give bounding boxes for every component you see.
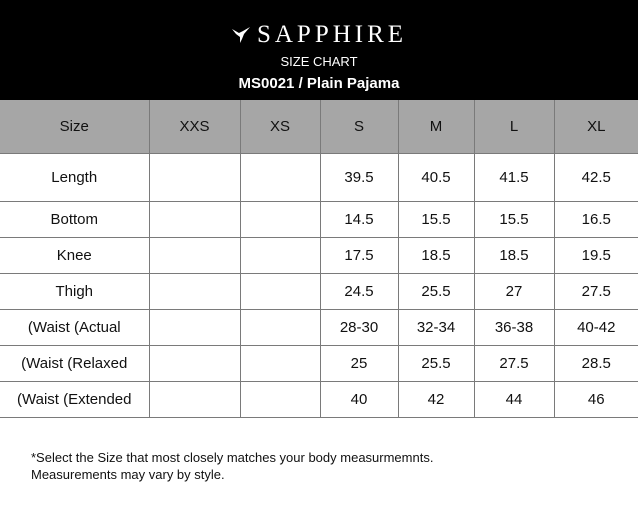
table-cell	[240, 346, 320, 382]
table-cell	[149, 238, 240, 274]
table-cell	[240, 382, 320, 418]
row-label: (Waist (Extended	[0, 382, 149, 418]
column-header: L	[474, 100, 554, 154]
table-cell: 40-42	[554, 310, 638, 346]
table-cell: 25.5	[398, 346, 474, 382]
footnote-line: *Select the Size that most closely matches your body measurmemnts.	[31, 450, 434, 465]
table-cell: 46	[554, 382, 638, 418]
table-cell: 27.5	[474, 346, 554, 382]
column-header: S	[320, 100, 398, 154]
table-cell: 39.5	[320, 154, 398, 202]
column-header: XL	[554, 100, 638, 154]
table-row	[0, 382, 638, 418]
row-label: (Waist (Relaxed	[0, 346, 149, 382]
table-cell: 25.5	[398, 274, 474, 310]
table-cell	[149, 382, 240, 418]
column-header: XXS	[149, 100, 240, 154]
table-cell: 28.5	[554, 346, 638, 382]
table-row	[0, 154, 638, 202]
table-cell: 27.5	[554, 274, 638, 310]
size-chart-label: SIZE CHART	[280, 54, 358, 69]
table-cell	[149, 202, 240, 238]
table-cell	[240, 154, 320, 202]
row-label: Length	[0, 154, 149, 202]
product-title: MS0021 / Plain Pajama	[238, 75, 400, 92]
table-cell: 16.5	[554, 202, 638, 238]
table-cell	[240, 274, 320, 310]
table-cell: 18.5	[474, 238, 554, 274]
table-cell: 24.5	[320, 274, 398, 310]
size-table	[0, 100, 638, 418]
table-cell: 25	[320, 346, 398, 382]
table-cell: 40.5	[398, 154, 474, 202]
brand-name: SAPPHIRE	[256, 21, 408, 48]
table-cell: 17.5	[320, 238, 398, 274]
table-cell: 41.5	[474, 154, 554, 202]
table-cell: 40	[320, 382, 398, 418]
footnote	[31, 449, 611, 483]
table-cell: 42	[398, 382, 474, 418]
row-label: Bottom	[0, 202, 149, 238]
table-cell: 18.5	[398, 238, 474, 274]
table-cell	[149, 346, 240, 382]
table-row	[0, 310, 638, 346]
row-label: Thigh	[0, 274, 149, 310]
table-cell	[149, 310, 240, 346]
brand-row	[0, 20, 638, 50]
table-header-row	[0, 100, 638, 154]
table-cell: 15.5	[398, 202, 474, 238]
table-row	[0, 238, 638, 274]
table-cell	[240, 202, 320, 238]
table-cell	[240, 238, 320, 274]
table-cell: 19.5	[554, 238, 638, 274]
footnote-line: Measurements may vary by style.	[31, 467, 225, 482]
table-cell: 27	[474, 274, 554, 310]
table-cell: 36-38	[474, 310, 554, 346]
header-banner	[0, 0, 638, 100]
row-label: (Waist (Actual	[0, 310, 149, 346]
hummingbird-icon	[231, 26, 251, 44]
column-header: M	[398, 100, 474, 154]
table-row	[0, 202, 638, 238]
column-header: XS	[240, 100, 320, 154]
table-cell: 14.5	[320, 202, 398, 238]
column-header: Size	[0, 100, 149, 154]
row-label: Knee	[0, 238, 149, 274]
table-cell: 44	[474, 382, 554, 418]
table-row	[0, 346, 638, 382]
table-cell	[149, 274, 240, 310]
table-row	[0, 274, 638, 310]
table-cell	[149, 154, 240, 202]
table-cell	[240, 310, 320, 346]
table-cell: 42.5	[554, 154, 638, 202]
table-cell: 15.5	[474, 202, 554, 238]
table-cell: 28-30	[320, 310, 398, 346]
table-cell: 32-34	[398, 310, 474, 346]
